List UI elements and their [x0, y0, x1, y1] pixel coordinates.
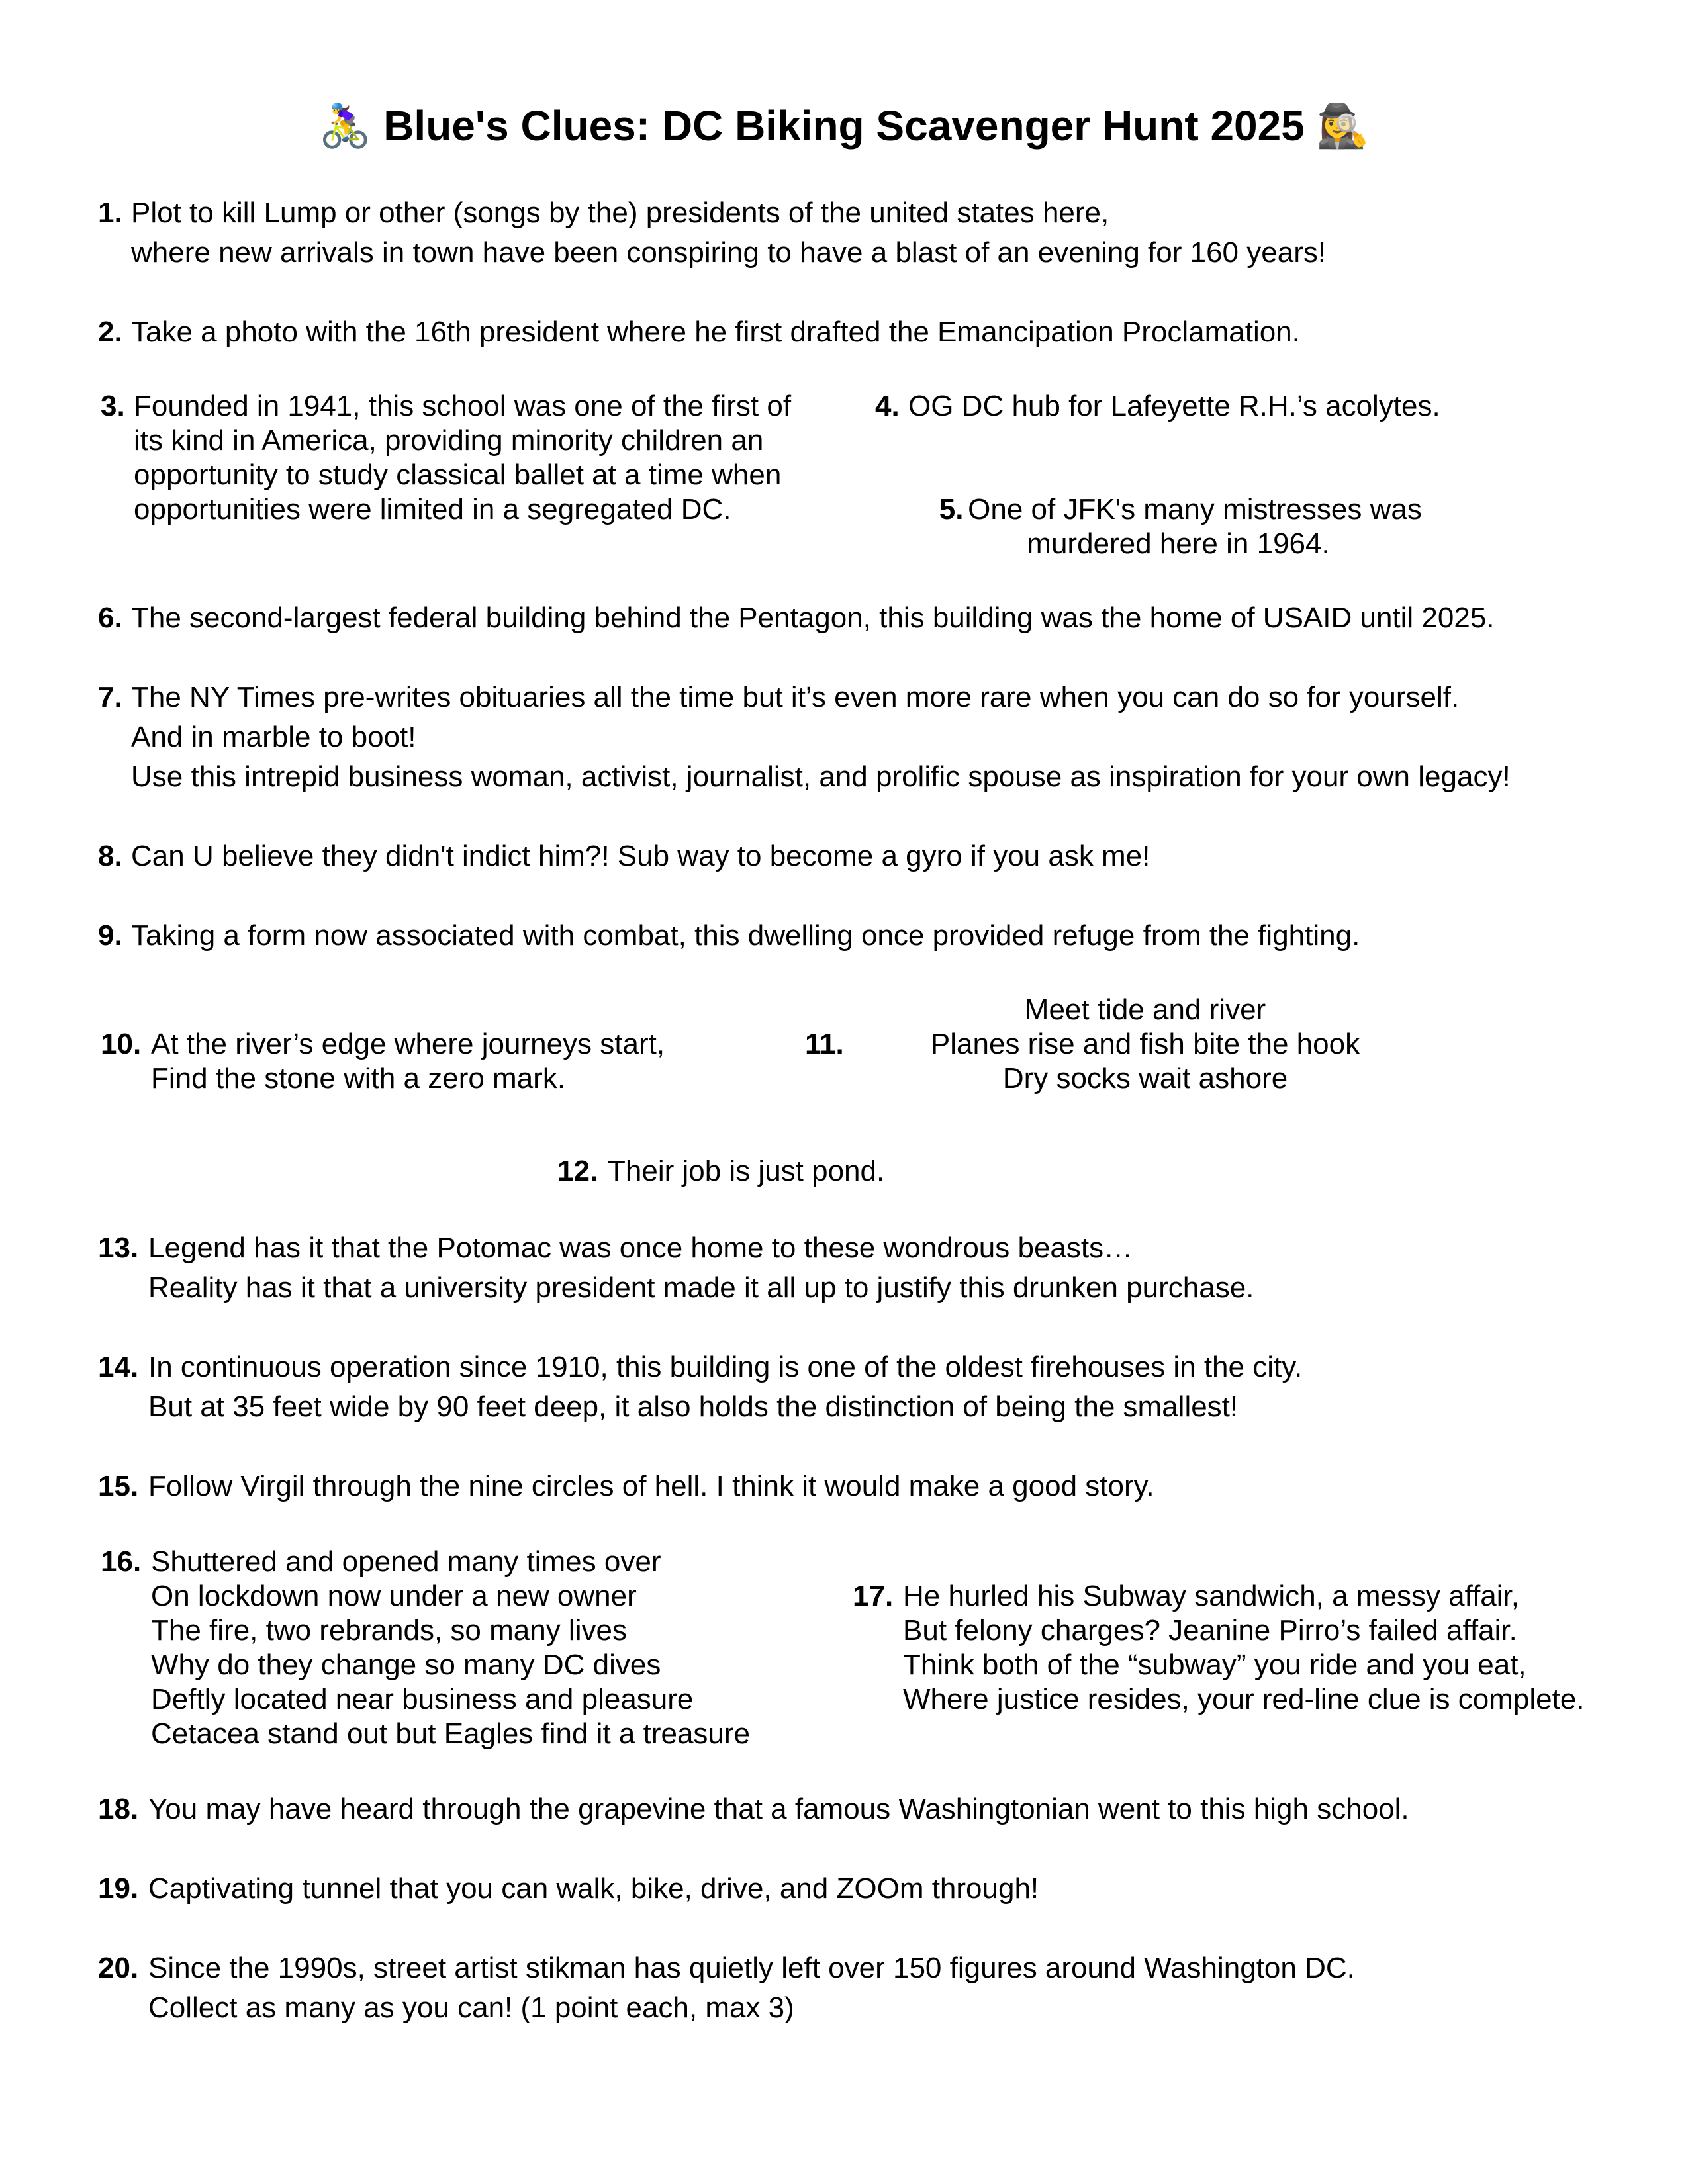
- clue-text: Taking a form now associated with combat, this dwelling once provided refuge from the fighting.: [131, 919, 1360, 952]
- clue-text: Legend has it that the Potomac was once home to these wondrous beasts…: [148, 1232, 1133, 1264]
- clue-6: [98, 598, 1495, 638]
- clue-number: 12.: [557, 1155, 598, 1187]
- clue-19: [98, 1869, 1039, 1909]
- clue-10: [101, 1027, 665, 1096]
- clue-number: 16.: [101, 1545, 142, 1578]
- clue-11: [914, 993, 1377, 1096]
- clue-text: Think both of the “subway” you ride and you eat,: [903, 1649, 1526, 1681]
- clue-text: But felony charges? Jeanine Pirro’s failed affair.: [903, 1614, 1517, 1647]
- clue-text: OG DC hub for Lafeyette R.H.’s acolytes.: [908, 390, 1440, 422]
- detective-icon: 🕵️‍♀️: [1316, 102, 1370, 150]
- clue-text: And in marble to boot!: [131, 721, 416, 753]
- clue-number: 20.: [98, 1952, 139, 1984]
- cyclist-icon: 🚴‍♀️: [318, 102, 372, 150]
- clue-15: [98, 1467, 1154, 1506]
- clue-14: [98, 1347, 1302, 1427]
- clue-text: Deftly located near business and pleasure: [151, 1683, 694, 1715]
- clue-number: 19.: [98, 1872, 139, 1905]
- clue-text: You may have heard through the grapevine that a famous Washingtonian went to this high school.: [148, 1793, 1409, 1825]
- clue-number: 14.: [98, 1351, 139, 1383]
- clue-number: 6.: [98, 602, 122, 634]
- clue-number: 13.: [98, 1232, 139, 1264]
- clue-number: 8.: [98, 840, 122, 872]
- clue-text: Plot to kill Lump or other (songs by the) presidents of the united states here,: [131, 197, 1109, 229]
- clue-number: 3.: [101, 390, 125, 422]
- clue-2: [98, 312, 1300, 352]
- clue-text: Where justice resides, your red-line clue is complete.: [903, 1683, 1585, 1715]
- clue-text: On lockdown now under a new owner: [151, 1580, 637, 1612]
- clue-number: 7.: [98, 681, 122, 713]
- clue-7: [98, 678, 1511, 797]
- clue-3: [101, 389, 791, 527]
- clue-8: [98, 837, 1150, 876]
- clue-13: [98, 1228, 1254, 1308]
- clue-text: In continuous operation since 1910, this building is one of the oldest firehouses in the city.: [148, 1351, 1303, 1383]
- clue-4: [875, 389, 1440, 424]
- clue-12: [557, 1152, 884, 1191]
- clue-number: 18.: [98, 1793, 139, 1825]
- clue-text: opportunity to study classical ballet at a time when: [134, 459, 782, 491]
- clue-text: The fire, two rebrands, so many lives: [151, 1614, 627, 1647]
- clue-text: Meet tide and river: [1024, 993, 1266, 1026]
- clue-text: Use this intrepid business woman, activist, journalist, and prolific spouse as inspiration for your own legacy!: [131, 760, 1511, 793]
- clue-text: Cetacea stand out but Eagles find it a treasure: [151, 1717, 751, 1750]
- clue-20: [98, 1948, 1355, 2028]
- clue-number: 10.: [101, 1028, 142, 1060]
- clue-text: The NY Times pre-writes obituaries all the time but it’s even more rare when you can do so for yourself.: [131, 681, 1460, 713]
- clue-number: 9.: [98, 919, 122, 952]
- clue-text: Take a photo with the 16th president where he first drafted the Emancipation Proclamation.: [131, 316, 1300, 348]
- clue-text: Founded in 1941, this school was one of the first of: [134, 390, 792, 422]
- clue-number: 1.: [98, 197, 122, 229]
- clue-text: Planes rise and fish bite the hook: [930, 1028, 1360, 1060]
- clue-text: Why do they change so many DC dives: [151, 1649, 661, 1681]
- clue-number: 2.: [98, 316, 122, 348]
- clue-9: [98, 916, 1360, 956]
- clue-text: Captivating tunnel that you can walk, bike, drive, and ZOOm through!: [148, 1872, 1039, 1905]
- clue-text: where new arrivals in town have been conspiring to have a blast of an evening for 160 years!: [131, 236, 1327, 269]
- clue-text: Collect as many as you can! (1 point each, max 3): [148, 1991, 794, 2024]
- clue-1: [98, 193, 1326, 273]
- clue-5: [914, 492, 1443, 561]
- clue-text: Shuttered and opened many times over: [151, 1545, 661, 1578]
- clue-text: Dry socks wait ashore: [1002, 1062, 1288, 1095]
- clue-number: 11.: [805, 1028, 844, 1060]
- clue-text: Find the stone with a zero mark.: [151, 1062, 566, 1095]
- clue-number: 17.: [853, 1580, 894, 1612]
- clue-text: Since the 1990s, street artist stikman has quietly left over 150 figures around Washington DC.: [148, 1952, 1355, 1984]
- clue-text: opportunities were limited in a segregated DC.: [134, 493, 731, 525]
- clue-18: [98, 1790, 1409, 1829]
- clue-text: Can U believe they didn't indict him?! Sub way to become a gyro if you ask me!: [131, 840, 1150, 872]
- title-text: Blue's Clues: DC Biking Scavenger Hunt 2025: [383, 102, 1305, 150]
- clue-text: Follow Virgil through the nine circles of hell. I think it would make a good story.: [148, 1470, 1154, 1502]
- clue-number: 4.: [875, 390, 900, 422]
- clue-text: its kind in America, providing minority children an: [134, 424, 764, 457]
- clue-text: At the river’s edge where journeys start,: [151, 1028, 665, 1060]
- clue-17: [853, 1579, 1585, 1717]
- clue-11-number-wrap: [805, 1027, 844, 1062]
- clue-text: The second-largest federal building behind the Pentagon, this building was the home of USAID until 2025.: [131, 602, 1495, 634]
- clue-text: But at 35 feet wide by 90 feet deep, it also holds the distinction of being the smallest!: [148, 1390, 1239, 1423]
- clue-text: murdered here in 1964.: [1027, 527, 1330, 560]
- clue-text: Reality has it that a university president made it all up to justify this drunken purchase.: [148, 1271, 1254, 1304]
- clue-number: 15.: [98, 1470, 139, 1502]
- clue-16: [101, 1545, 750, 1751]
- clue-text: Their job is just pond.: [608, 1155, 885, 1187]
- page-title: [0, 99, 1688, 152]
- clue-text: One of JFK's many mistresses was: [968, 493, 1422, 525]
- clue-text: He hurled his Subway sandwich, a messy affair,: [903, 1580, 1519, 1612]
- clue-number: 5.: [939, 493, 964, 525]
